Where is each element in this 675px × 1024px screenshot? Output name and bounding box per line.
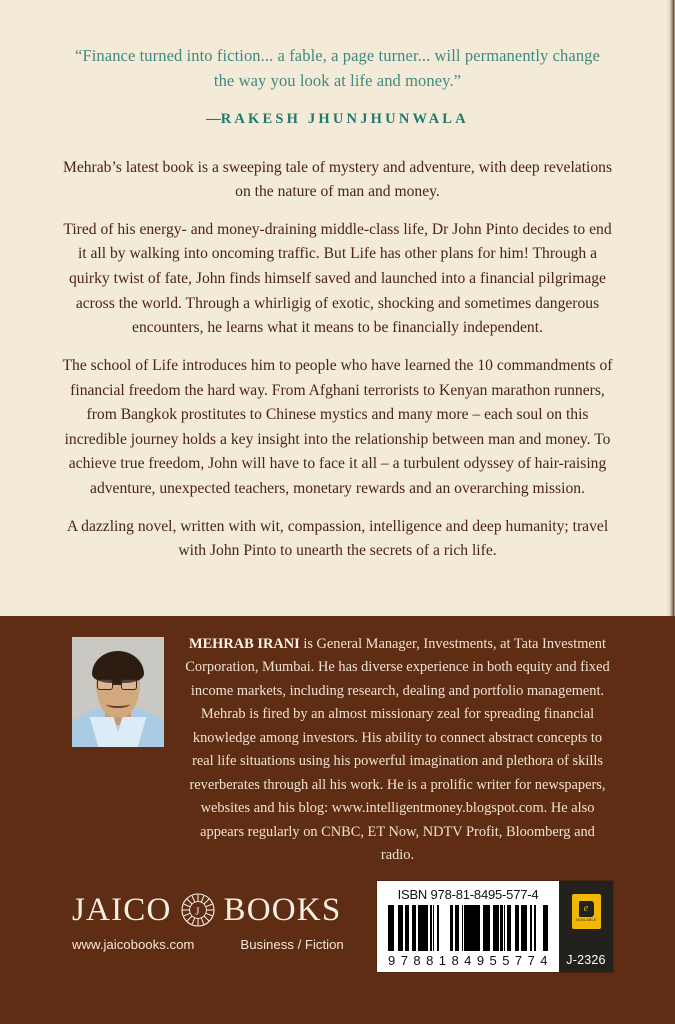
photo-glasses-right xyxy=(121,679,137,690)
ean-digit: 5 xyxy=(489,953,498,968)
page-edge-shadow xyxy=(666,0,675,616)
publisher-website[interactable]: www.jaicobooks.com xyxy=(72,937,195,952)
ebook-icon xyxy=(572,894,601,929)
ean-digit: 7 xyxy=(514,953,523,968)
ean-digit: 8 xyxy=(451,953,460,968)
author-bio-row xyxy=(0,633,675,868)
publisher-name-left: JAICO xyxy=(72,891,172,928)
photo-smile xyxy=(106,700,130,708)
ean-digit: 9 xyxy=(476,953,485,968)
isbn-barcode-panel xyxy=(377,881,559,972)
ean-digits xyxy=(388,953,548,968)
synopsis xyxy=(56,156,619,564)
author-bio-rest: is General Manager, Investments, at Tata Investment Corporation, Mumbai. He has diverse experience in both equity and fixed income markets, including research, dealing and portfolio management. Mehrab is fired by an almost missionary zeal for spreading financial knowledge among investors. His ability to connect abstract concepts to real life situations using his powerful imagination and plethora of skills reverberates through all his work. He is a prolific writer for newspapers, websites and his blog: www.intelligentmoney.blogspot.com. He also appears regularly on CNBC, ET Now, NDTV Profit, Bloomberg and radio. xyxy=(185,636,610,864)
ean-digit: 1 xyxy=(438,953,447,968)
synopsis-paragraph-2: Tired of his energy- and money-draining middle-class life, Dr John Pinto decides to end it all by walking into oncoming traffic. But Life has other plans for him! Through a quirky twist of fate, John finds himself saved and launched into a financial pilgrimage across the world. Through a whirligig of exotic, shocking and sometimes dangerous encounters, he learns what it means to be financially independent. xyxy=(63,220,612,337)
book-category: Business / Fiction xyxy=(240,937,344,952)
publisher-name-right: BOOKS xyxy=(223,891,342,928)
catalogue-code: J-2326 xyxy=(566,953,606,967)
svg-text:J: J xyxy=(194,905,201,918)
ean-digit: 8 xyxy=(426,953,434,968)
synopsis-paragraph-1: Mehrab’s latest book is a sweeping tale of mystery and adventure, with deep revelations on the nature of man and money. xyxy=(62,158,613,201)
synopsis-paragraph-3: The school of Life introduces him to people who have learned the 10 commandments of financial freedom the hard way. From Afghani terrorists to Kenyan marathon runners, from Bangkok prostitutes to Chinese mystics and many more – each soul on this incredible journey holds a key insight into the relationship between man and money. To achieve true freedom, John will have to face it all – a turbulent odyssey of hair-raising adventure, unexpected teachers, monetary rewards and an overarching mission. xyxy=(62,356,613,497)
attribution-dash: — xyxy=(206,110,221,127)
author-name: MEHRAB IRANI xyxy=(189,636,300,652)
ean-digit: 5 xyxy=(502,953,510,968)
ean-digit: 9 xyxy=(388,953,396,968)
ebook-available-label: AVAILABLE xyxy=(575,918,597,922)
blurb-attribution xyxy=(56,111,619,128)
publisher-block xyxy=(72,881,344,952)
ean-digit: 8 xyxy=(413,953,422,968)
photo-glasses-left xyxy=(97,679,113,690)
ebook-availability-panel xyxy=(559,881,613,972)
isbn-label: ISBN 978-81-8495-577-4 xyxy=(397,887,539,902)
photo-glasses-bridge xyxy=(113,683,121,685)
author-bio-paragraph xyxy=(182,633,613,868)
ebook-letter: e xyxy=(579,901,594,917)
barcode-block xyxy=(377,881,613,972)
ean-digit: 4 xyxy=(540,953,548,968)
blurb-quote: “Finance turned into fiction... a fable, a page turner... will permanently change the way you look at life and money.” xyxy=(75,46,600,90)
publisher-meta xyxy=(72,937,344,952)
author-photo xyxy=(72,637,164,747)
barcode-bar xyxy=(547,905,548,951)
ean-digit: 4 xyxy=(464,953,472,968)
jaico-sunburst-icon xyxy=(181,893,215,927)
author-and-publisher-section xyxy=(0,616,675,1024)
footer xyxy=(0,881,675,991)
ean-digit: 7 xyxy=(527,953,536,968)
barcode-bars xyxy=(388,905,548,951)
synopsis-paragraph-4: A dazzling novel, written with wit, compassion, intelligence and deep humanity; travel with John Pinto to unearth the secrets of a rich life. xyxy=(66,517,609,560)
ean-digit: 7 xyxy=(400,953,409,968)
author-bio-text xyxy=(164,633,613,868)
publisher-logo xyxy=(72,893,344,927)
attribution-name: RAKESH JHUNJHUNWALA xyxy=(220,110,469,127)
